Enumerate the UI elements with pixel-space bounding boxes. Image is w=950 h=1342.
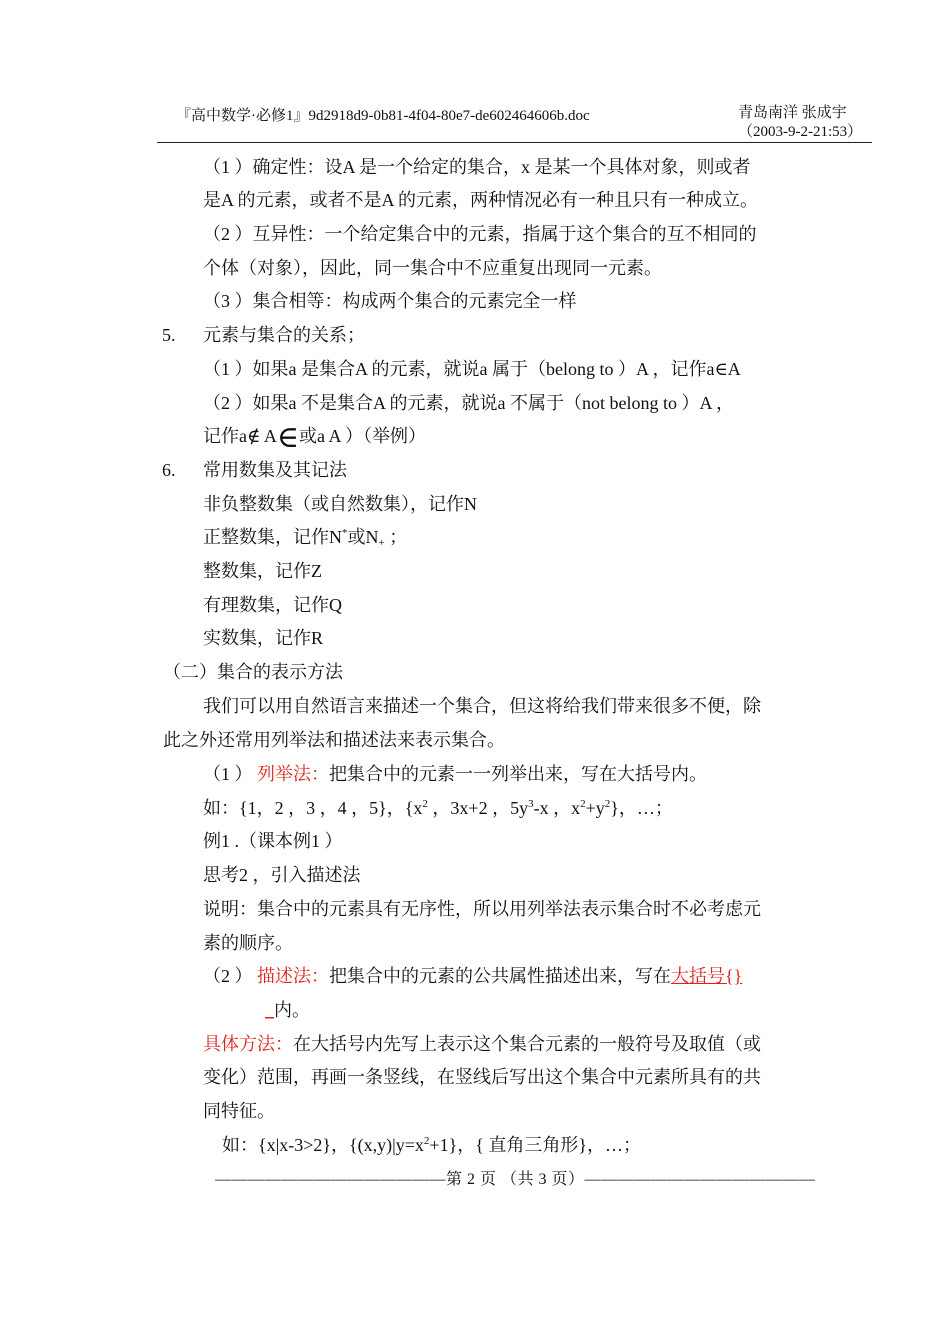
header-date: （2003-9-2-21:53） [738, 124, 863, 140]
enumeration-examples [203, 797, 673, 819]
description-examples [222, 1134, 641, 1156]
superscript-2c: 2 [604, 798, 611, 810]
example-part-b: ，3x+2 ，5y [427, 798, 529, 818]
star-superscript: * [342, 527, 348, 539]
superscript-3: 3 [528, 798, 534, 810]
element-of-symbol: ∈ [276, 421, 300, 454]
paragraph-determinacy-line1: （1 ）确定性：设A 是一个给定的集合，x 是某一个具体对象，则或者 [203, 157, 751, 177]
positive-integers [203, 526, 407, 548]
doc-header-title: 『高中数学·必修1』9d2918d9-0b81-4f04-80e7-de602464606b.doc [176, 108, 590, 124]
paragraph-determinacy-line2: 是A 的元素，或者不是A 的元素，两种情况必有一种且只有一种成立。 [203, 190, 759, 210]
notation-not-in: 记作a∉ A [203, 426, 277, 446]
paragraph-distinctness-line1: （2 ）互异性：一个给定集合中的元素，指属于这个集合的互不相同的 [203, 224, 757, 244]
header-author-name: 青岛南洋 张成宇 [738, 105, 847, 121]
desc-example-part-a: 如：{x|x-3>2}，{(x,y)|y=x [222, 1135, 424, 1155]
intro-line2: 此之外还常用列举法和描述法来表示集合。 [163, 730, 505, 750]
specific-method-line2: 变化）范围，再画一条竖线，在竖线后写出这个集合中元素所具有的共 [203, 1067, 761, 1087]
description-end: 内。 [274, 1000, 310, 1020]
superscript-2b: 2 [580, 798, 586, 810]
specific-method-text: 在大括号内先写上表示这个集合元素的一般符号及取值（或 [293, 1034, 761, 1054]
section-number-sets: 常用数集及其记法 [203, 460, 347, 480]
list-number-5: 5. [162, 325, 176, 345]
real-numbers: 实数集，记作R [203, 628, 324, 648]
rational-numbers: 有理数集，记作Q [203, 595, 342, 615]
superscript-2a: 2 [422, 798, 428, 810]
note-line1: 说明：集合中的元素具有无序性，所以用列举法表示集合时不必考虑元 [203, 899, 761, 919]
superscript-2d: 2 [423, 1135, 430, 1147]
example-part-a: 如：{1，2 ，3 ，4 ，5}，{x [203, 798, 423, 818]
specific-method-term: 具体方法： [203, 1034, 293, 1054]
specific-method-line1 [203, 1033, 761, 1055]
enumeration-definition: 把集合中的元素一一列举出来，写在大括号内。 [329, 764, 707, 784]
header-divider [157, 142, 872, 143]
method-2-number: （2 ） [203, 966, 257, 986]
enumeration-term: 列举法： [257, 764, 329, 784]
example-part-e: }，…； [610, 798, 673, 818]
section-element-set-relation: 元素与集合的关系； [203, 325, 365, 345]
paragraph-set-equality: （3 ）集合相等：构成两个集合的元素完全一样 [203, 291, 577, 311]
positive-integers-text: 正整数集，记作N [203, 527, 342, 547]
method-description-cont [265, 999, 310, 1021]
braces-link-cont[interactable]: _ [265, 1000, 274, 1020]
braces-link[interactable]: 大括号{} [671, 966, 743, 986]
desc-example-part-b: +1}，{ 直角三角形}，…； [429, 1135, 641, 1155]
positive-integers-alt: 或N [347, 527, 379, 547]
method-description [203, 965, 742, 987]
plus-subscript: + [378, 537, 385, 549]
positive-integers-end: ； [384, 527, 408, 547]
example-part-d: +y [585, 798, 605, 818]
note-line2: 素的顺序。 [203, 933, 293, 953]
method-enumeration [203, 763, 707, 785]
intro-line1: 我们可以用自然语言来描述一个集合，但这将给我们带来很多不便，除 [203, 696, 761, 716]
example-1: 例1 .（课本例1 ） [203, 831, 343, 851]
example-part-c: -x ，x [533, 798, 581, 818]
relation-not-belong-line2 [203, 421, 427, 454]
relation-not-belong-line1: （2 ）如果a 不是集合A 的元素，就说a 不属于（not belong to ）A ， [203, 393, 734, 413]
specific-method-line3: 同特征。 [203, 1101, 275, 1121]
natural-numbers: 非负整数集（或自然数集），记作N [203, 494, 477, 514]
doc-header-author [738, 104, 862, 142]
page-footer: ——————————————第 2 页 （共 3 页）—————————————— [215, 1171, 816, 1188]
paragraph-distinctness-line2: 个体（对象），因此，同一集合中不应重复出现同一元素。 [203, 258, 662, 278]
section-representation-methods: （二）集合的表示方法 [163, 662, 343, 682]
notation-example: 或a A ）（举例） [299, 426, 427, 446]
integers: 整数集，记作Z [203, 561, 322, 581]
list-number-6: 6. [162, 460, 176, 480]
description-term: 描述法： [257, 966, 329, 986]
description-definition: 把集合中的元素的公共属性描述出来，写在 [329, 966, 671, 986]
think-2: 思考2 ，引入描述法 [203, 865, 361, 885]
method-1-number: （1 ） [203, 764, 257, 784]
relation-belong: （1 ）如果a 是集合A 的元素，就说a 属于（belong to ）A ，记作a∈A [203, 359, 741, 379]
